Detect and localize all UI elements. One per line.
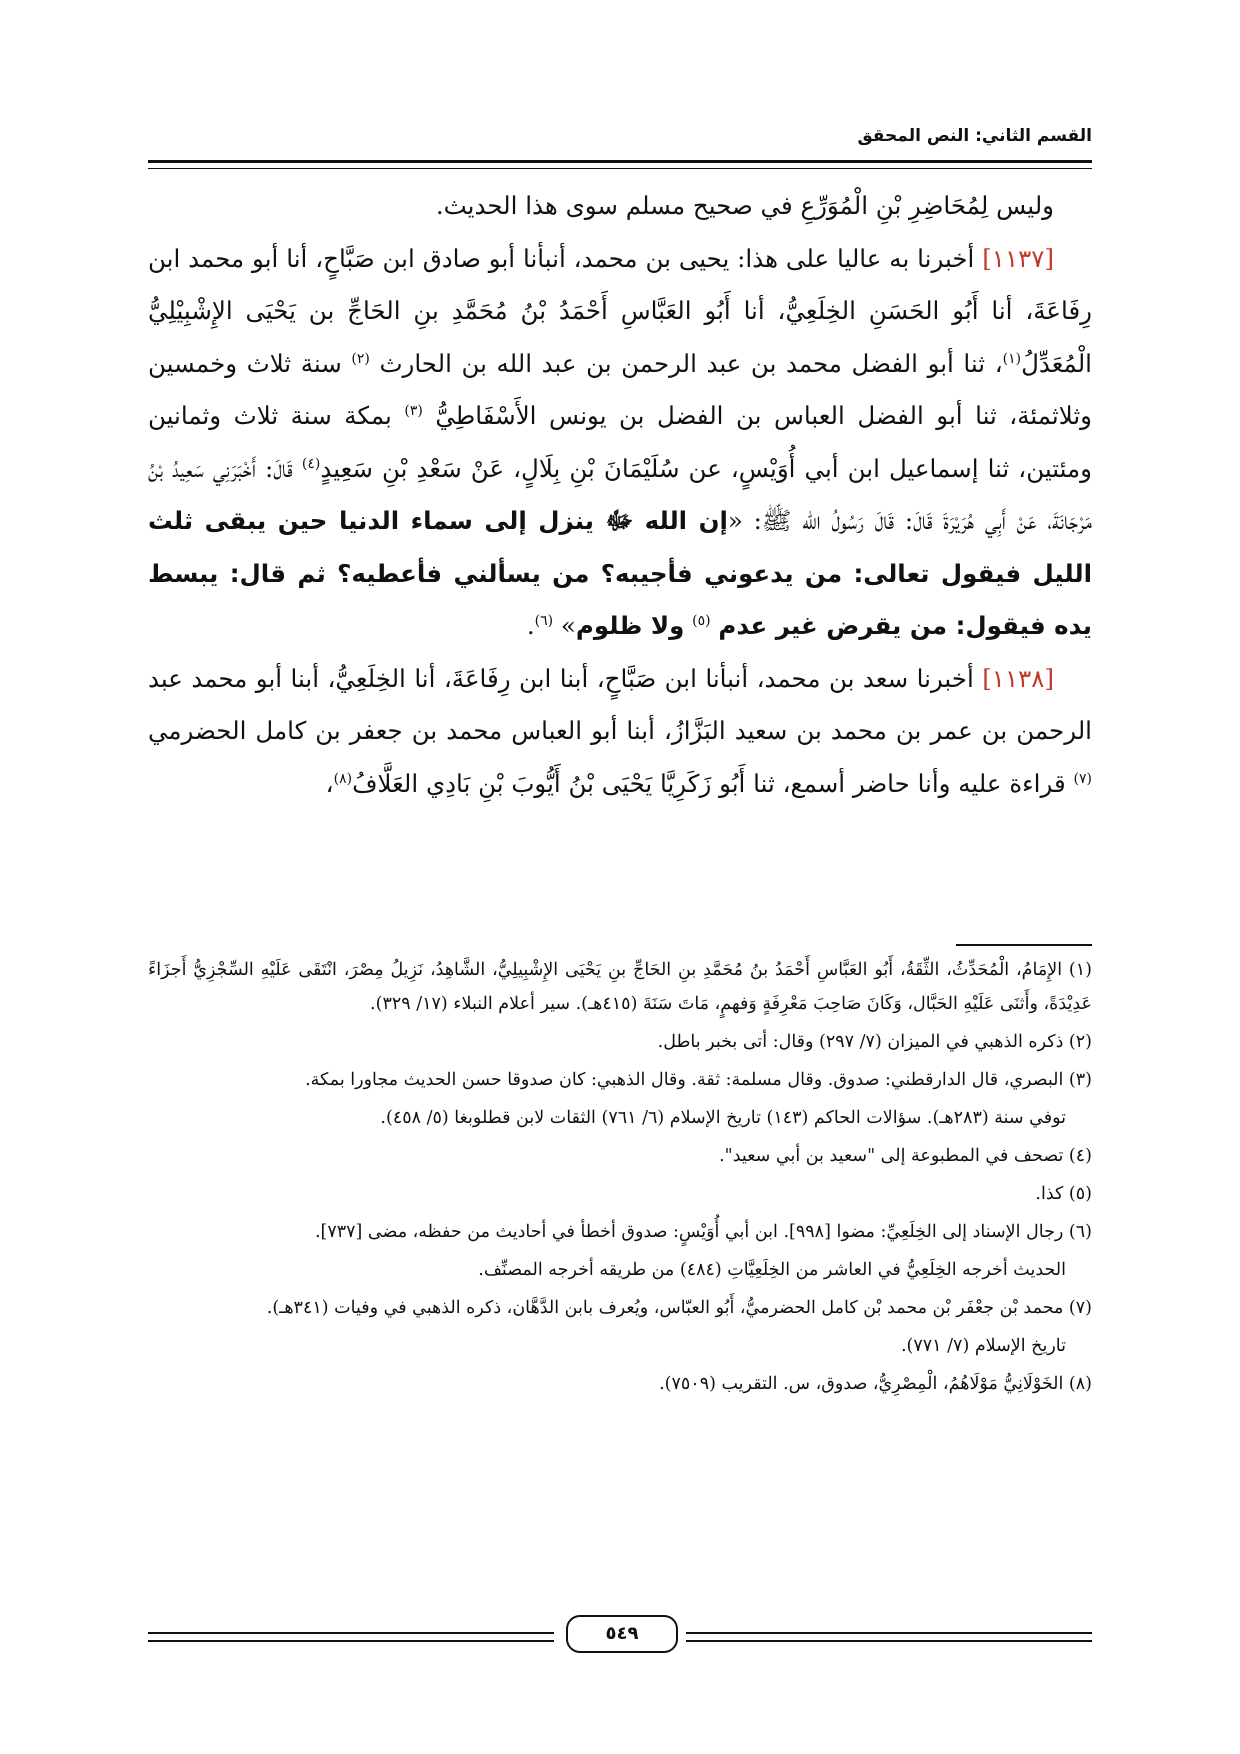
- text-segment: قَالَ: أَخْبَرَنِي سَعِيدُ بْنُ مَرْجَانَةَ، عَنْ أَبِي هُرَيْرَةَ قَالَ: قَالَ رَسُولُ الله ﷺ: «: [148, 453, 1092, 535]
- text-segment: أخبرنا به عاليا على هذا: يحيى بن محمد، أنبأنا أبو صادق ابن صَبَّاحٍ، أنا أبو محمد ابن رِفَاعَةَ، أنا أَبُو الحَسَنِ الخِلَعِيُّ، أنا أَبُو العَبَّاسِ أَحْمَدُ بْنُ مُحَمَّدِ بنِ الحَاجِّ بن يَحْيَى الإِشْبِيْلِيُّ الْمُعَدِّلُ: [148, 243, 1092, 378]
- main-text: [148, 180, 1092, 810]
- hadith-text-end: ولا ظلوم: [575, 611, 685, 640]
- footnote-8: (٨) الخَوْلَانِيُّ مَوْلَاهُمُ، الْمِصْرِيُّ، صدوق، س. التقريب (٧٥٠٩).: [659, 1374, 1092, 1394]
- page-footer: [148, 1615, 1092, 1655]
- page-number: ٥٤٩: [566, 1615, 678, 1653]
- header-rule: [148, 160, 1092, 169]
- footer-rule-right: [686, 1632, 1092, 1642]
- paragraph-1: [148, 180, 1092, 233]
- text-segment: أخبرنا سعد بن محمد، أنبأنا ابن صَبَّاحٍ، أبنا ابن رِفَاعَةَ، أنا الخِلَعِيُّ، أبنا أبو محمد عبد الرحمن بن عمر بن محمد بن سعيد البَزَّازُ، أبنا أبو العباس محمد بن جعفر بن كامل الحضرمي: [148, 663, 1092, 745]
- running-header: القسم الثاني: النص المحقق: [857, 126, 1092, 146]
- footnote-6: (٦) رجال الإسناد إلى الخِلَعِيِّ: مضوا [٩٩٨]. ابن أبي أُوَيْسٍ: صدوق أخطأ في أحاديث من حفظه، مضى [٧٣٧].: [314, 1222, 1092, 1242]
- footnote-ref-7[interactable]: (٧): [1073, 770, 1092, 787]
- footnote-6-continued: الحديث أخرجه الخِلَعِيُّ في العاشر من الخِلَعِيَّاتِ (٤٨٤) من طريقه أخرجه المصنِّف.: [478, 1260, 1066, 1280]
- footnote-5: (٥) كذا.: [1035, 1184, 1092, 1204]
- hadith-number-1138: [١١٣٨]: [982, 663, 1054, 693]
- footnote-7-continued: تاريخ الإسلام (٧/ ٧٧١).: [900, 1336, 1066, 1356]
- footnote-ref-1[interactable]: (١): [1002, 350, 1022, 367]
- footnote-ref-5[interactable]: (٥): [692, 612, 711, 629]
- footnote-ref-4[interactable]: (٤): [301, 455, 321, 472]
- footnote-ref-2[interactable]: (٢): [351, 350, 370, 367]
- paragraph-1-text: وليس لِمُحَاضِرِ بْنِ الْمُوَرِّعِ في صحيح مسلم سوى هذا الحديث.: [435, 191, 1054, 220]
- footnote-ref-8[interactable]: (٨): [333, 770, 353, 787]
- hadith-text: إن الله ﷻ ينزل إلى سماء الدنيا حين يبقى ثلث الليل فيقول تعالى: من يدعوني فأجيبه؟ من يسألني فأعطيه؟ ثم قال: يبسط يده فيقول: من يقرض غير عدم: [148, 506, 1092, 640]
- footnote-ref-6[interactable]: (٦): [534, 612, 554, 629]
- footnote-1: (١) الإِمَامُ، الْمُحَدِّثُ، الثِّقَةُ، أَبُو العَبَّاسِ أَحْمَدُ بنُ مُحَمَّدِ بنِ الحَاجِّ بنِ يَحْيَى الإِشْبِيلِيُّ، الشَّاهِدُ، نَزِيلُ مِصْرَ، انْتَقَى عَلَيْهِ السِّجْزِيُّ أَجزَاءً عَدِيْدَةً، وأَثنَى عَلَيْهِ الحَبَّال، وَكَانَ صَاحِبَ مَعْرِفَةٍ وَفهمٍ، مَاتَ سَنَةَ (٤١٥هـ). سير أعلام النبلاء (١٧/ ٣٢٩).: [148, 960, 1092, 1014]
- footnote-4: (٤) تصحف في المطبوعة إلى "سعيد بن أبي سعيد".: [719, 1146, 1092, 1166]
- footnote-7: (٧) محمد بْن جعْفَر بْن محمد بْن كامل الحضرميُّ، أَبُو العبّاس، ويُعرف بابن الدَّهَّان، ذكره الذهبي في وفيات (٣٤١هـ).: [266, 1298, 1092, 1318]
- closing-quote: »: [560, 611, 576, 640]
- text-segment: ،: [325, 768, 334, 798]
- paragraph-1138: [148, 653, 1092, 811]
- hadith-number-1137: [١١٣٧]: [982, 243, 1054, 273]
- footnote-3: (٣) البصري، قال الدارقطني: صدوق. وقال مسلمة: ثقة. وقال الذهبي: كان صدوقا حسن الحديث مجاورا بمكة.: [305, 1070, 1092, 1090]
- footnotes: [148, 953, 1092, 1405]
- footnote-ref-3[interactable]: (٣): [404, 402, 423, 419]
- text-segment: ، ثنا أبو الفضل محمد بن عبد الرحمن بن عبد الله بن الحارث: [379, 348, 1003, 378]
- paragraph-1137: [148, 233, 1092, 653]
- footer-rule-left: [148, 1632, 554, 1642]
- text-segment: قراءة عليه وأنا حاضر أسمع، ثنا أَبُو زَكَرِيَّا يَحْيَى بْنُ أَيُّوبَ بْنِ بَادِي العَلَّافُ: [352, 768, 1066, 798]
- text-segment: سنة ثلاث وخمسين وثلاثمئة، ثنا أبو الفضل العباس بن الفضل بن يونس الأَسْفَاطِيُّ: [148, 348, 1092, 430]
- footnote-separator: [956, 944, 1092, 946]
- text-segment: بمكة سنة ثلاث وثمانين ومئتين، ثنا إسماعيل ابن أبي أُوَيْسٍ، عن سُلَيْمَانَ بْنِ بِلَالٍ، عَنْ سَعْدِ بْنِ سَعِيدٍ: [148, 401, 1092, 483]
- footnote-3-continued: توفي سنة (٢٨٣هـ). سؤالات الحاكم (١٤٣) تاريخ الإسلام (٦/ ٧٦١) الثقات لابن قطلوبغا (٥/ ٤٥٨).: [380, 1108, 1066, 1128]
- text-segment: .: [526, 611, 535, 640]
- footnote-2: (٢) ذكره الذهبي في الميزان (٧/ ٢٩٧) وقال: أتى بخبر باطل.: [657, 1032, 1092, 1052]
